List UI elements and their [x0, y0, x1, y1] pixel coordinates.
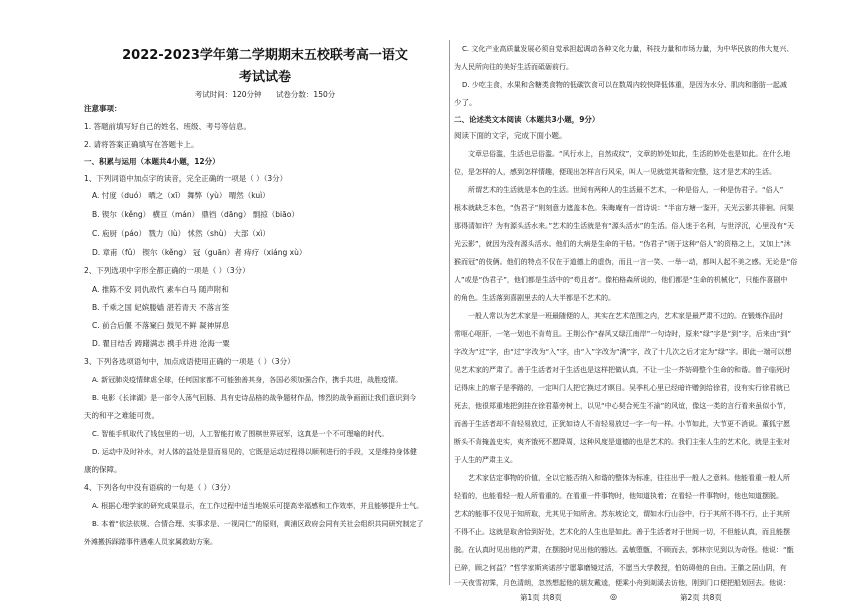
passage-line: 光云影”，就因为没有源头活水。他们的大病是生命的干枯。“伪君子”则于这种“俗人”的资格之上，又加上“沐 — [454, 240, 791, 248]
passage-line: 一天夜雪初霁，月色清朗，忽然想起他的朋友戴逵，便乘小舟到剡溪去访他，刚到门口便把船划回去。他说： — [454, 579, 790, 587]
passage-line: 人”或是“伪君子”，他们都是生活中的“苟且者”。像柏格森所说的，他们都是“生命的机械化”，只能作喜剧中 — [454, 276, 788, 284]
passage-line: 字改为“过”字，由“过”字改为“入”字，由“入”字改为“满”字，改了十几次之后才定为“绿”字。即此一端可以想 — [454, 348, 792, 356]
section-heading: 二、论述类文本阅读（本题共3小题，9分） — [454, 115, 600, 124]
passage-line: 断头不肯掩盖史实，夷齐饿死不愿降周，这种风度是道德的也是艺术的。我们主张人生的艺术化，就是主张对 — [454, 438, 790, 446]
option-a: A. 新冠肺炎疫情肆虐全球，任何国家都不可能独善其身，各国必须加强合作，携手共进，战胜疫情。 — [92, 376, 403, 384]
option-c: C. 庖厨（páo） 戮力（lù） 怵然（shù） 大部（xì） — [92, 229, 270, 238]
passage-line: 见艺术家的严肃了。善于生活者对于生活也是这样把做认真，不让一尘一芥妨碍整个生命的和谐。曾子临死时 — [454, 366, 790, 374]
exam-meta — [84, 89, 446, 100]
passage-line: 所谓艺术的生活就是本色的生活。世间有两种人的生活最不艺术，一种是俗人，一种是伪君子。“俗人” — [468, 186, 784, 194]
option-b: B. 锲尔（kěng） 横亘（mán） 鼎铛（dāng） 剽掠（biāo） — [92, 210, 299, 219]
passage-line: 位，是怎样的人，感到怎样情趣，便现出怎样言行风采，叫人一见就觉其谐和完整，这才是艺术的生活。 — [454, 168, 776, 176]
passage-line: 根本就缺乏本色，“伪君子”则刻意力遮盖本色。朱晦庵有一首诗说：“半亩方塘一鉴开，天光云影共徘徊。问渠 — [454, 204, 794, 212]
passage-line: 艺术家估定事物的价值，全以它能否纳入和谐的整体为标准，往往出乎一般人之意料。他能看重一般人所 — [468, 474, 790, 482]
passage-line: 猴而冠”的伎俩。他们的特点不仅在于道德上的虚伪，而且一言一笑、一举一动，都叫人起不美之感。无论是“俗 — [454, 258, 798, 266]
option-c: C. 前合后偃 不落窠臼 鼓见不鲜 凝神屏息 — [92, 321, 230, 330]
option-c: C. 文化产业高质量发展必须自觉承担起调动各种文化力量，科技力量和市场力量，为中华民族的伟大复兴、 — [462, 45, 794, 53]
passage-line: 不得不止。这就是取舍恰到好处，艺术化的人生也是如此。善于生活者对于世间一切，不但能认真，而且能摆 — [454, 528, 790, 536]
passage-line: 而善于生活者却不肯轻易放过，正犹如诗人不肯轻易放过一字一句一样。小节如此，大节更不消说。董狐宁愿 — [454, 420, 790, 428]
option-d: D. 瞿目结舌 踌躇满志 携手并进 沧海一粟 — [92, 339, 230, 348]
option-b-cont: 外滩搬拆踩踏事件遇难人员家属救助方案。 — [84, 538, 217, 546]
passage-line: 死去，他很郑重地把剑挂在徐君墓旁树上，以见“中心契合死生不渝”的风谊，像这一类的言行看来虽似小节， — [454, 402, 791, 410]
question-stem: 4、下列各句中没有语病的一句是（ ）（3分） — [84, 483, 235, 492]
passage-line: 于人生的严肃主义。 — [454, 456, 517, 464]
option-d: D. 章甫（fǔ） 锲尔（kěng） 冠（guān）者 痔疗（xiáng xù） — [92, 248, 307, 257]
notice-item: 1. 答题前填写好自己的姓名、班级、考号等信息。 — [84, 122, 252, 131]
option-d: D. 少吃主食，水果和含糖类食物的低碳饮食可以在数周内较快降低体重，是因为水分、肌肉和脂肪一起减 — [462, 81, 787, 89]
instruction: 阅读下面的文字，完成下面小题。 — [454, 131, 567, 140]
notice-title: 注意事项： — [84, 104, 122, 113]
passage-line: 脱。在认真时见出他的严肃，在摆脱时见出他的豁达。孟敏堕甑，不顾而去，郭林宗见到以为奇怪。他说：“甑 — [454, 546, 794, 554]
option-b: B. 电影《长津湖》是一部令人荡气回肠、具有史诗品格的战争题材作品，惨烈的战争画面让我们意识到今 — [92, 394, 417, 402]
option-c-cont: 为人民所向往的美好生活而砥砺前行。 — [454, 63, 573, 71]
column-divider — [449, 40, 450, 585]
option-b: B. 千乘之国 妃嫔媵嫱 湛若青天 不落言筌 — [92, 303, 230, 312]
section-heading: 一、积累与运用（本题共4小题，12分） — [84, 157, 220, 166]
option-a: A. 根据心理学家的研究成果显示，在工作过程中适当地娱乐可提高幸福感和工作效率，并且能够提升士气。 — [92, 502, 424, 510]
passage-line: 的角色。生活落到喜剧里去的人大半都是不艺术的。 — [454, 294, 615, 302]
option-b: B. 本着“依法依规、合情合理、实事求是、一视同仁”的原则，黄浦区政府会同有关社会组织共同研究制定了 — [92, 520, 424, 528]
option-b-cont: 天的和平之难能可贵。 — [84, 411, 159, 420]
option-d: D. 运动中及时补水，对人体的益处是显而易见的，它既是运动过程得以顺利进行的手段，又是维持身体健 — [92, 448, 417, 456]
right-column — [454, 0, 826, 609]
passage-line: 一般人常以为艺术家是一班最随便的人，其实在艺术范围之内，艺术家是最严肃不过的。在锻炼作品时 — [468, 312, 783, 320]
passage-line: 艺术的能事不仅见于知所取，尤其见于知所舍。苏东坡论文，谓如水行山谷中，行于其所不得不行，止于其所 — [454, 510, 790, 518]
option-d-cont: 康的保障。 — [84, 465, 122, 474]
option-c: C. 智能手机取代了钱包里的一切，人工智能打败了围棋世界冠军，这真是一个不可理喻的时代。 — [92, 430, 389, 438]
exam-score: 试卷分数：150分 — [275, 90, 336, 99]
passage-line: 轻看的，也能看轻一般人所看重的。在看重一件事物时，他知道执着；在看轻一件事物时，他也知道摆脱。 — [454, 492, 783, 500]
exam-title: 2022-2023学年第二学期期末五校联考高一语文 — [122, 48, 408, 63]
passage-line: 已碎，顾之何益？”哲学家斯宾诺莎宁愿靠磨镜过活，不愿当大学教授，怕妨碍他的自由。王徽之居山阴，有 — [454, 564, 787, 572]
page-number-left: 第1页 共8页 — [520, 593, 562, 602]
exam-subtitle: 考试试卷 — [238, 70, 291, 85]
passage-line: 那得清如许？为有源头活水来。”艺术的生活就是有“源头活水”的生活。俗人迷于名利，与世浮沉，心里没有“天 — [454, 222, 795, 230]
center-mark-icon: ◎ — [610, 592, 617, 601]
option-a: A. 忖度（duó） 晒之（xī） 舞弊（yù） 喟然（kuì） — [92, 191, 270, 200]
option-a: A. 推陈不安 同仇敌忾 素车白马 随声附和 — [92, 285, 229, 294]
exam-time: 考试时间：120分钟 — [194, 90, 262, 99]
question-stem: 2、下列选项中字形全都正确的一项是（ ）（3分） — [84, 266, 250, 275]
passage-line: 记得床上的席子是季路的，一定叫门人把它换过才瞑目。吴季札心里已经暗许赠剑给徐君，没有实行徐君就已 — [454, 384, 790, 392]
question-stem: 3、下列各选项语句中，加点成语使用正确的一项是（ ）（3分） — [84, 357, 295, 366]
passage-line: 文章忌俗滥，生活也忌俗滥。“风行水上，自然成纹”，文章的妙处如此，生活的妙处也是如此。在什么地 — [468, 150, 791, 158]
notice-item: 2. 请将答案正确填写在答题卡上。 — [84, 140, 199, 149]
option-d-cont: 少了。 — [454, 98, 477, 107]
page-number-right: 第2页 共8页 — [680, 593, 722, 602]
left-column — [84, 0, 446, 609]
passage-line: 常呕心呕肝，一笔一划也不肯苟且。王荆公作“春风又绿江南岸”一句诗时，原来“绿”字是“到”字，后来由“到” — [454, 330, 792, 338]
question-stem: 1、下列词语中加点字的读音，完全正确的一项是（ ）（3分） — [84, 174, 288, 183]
